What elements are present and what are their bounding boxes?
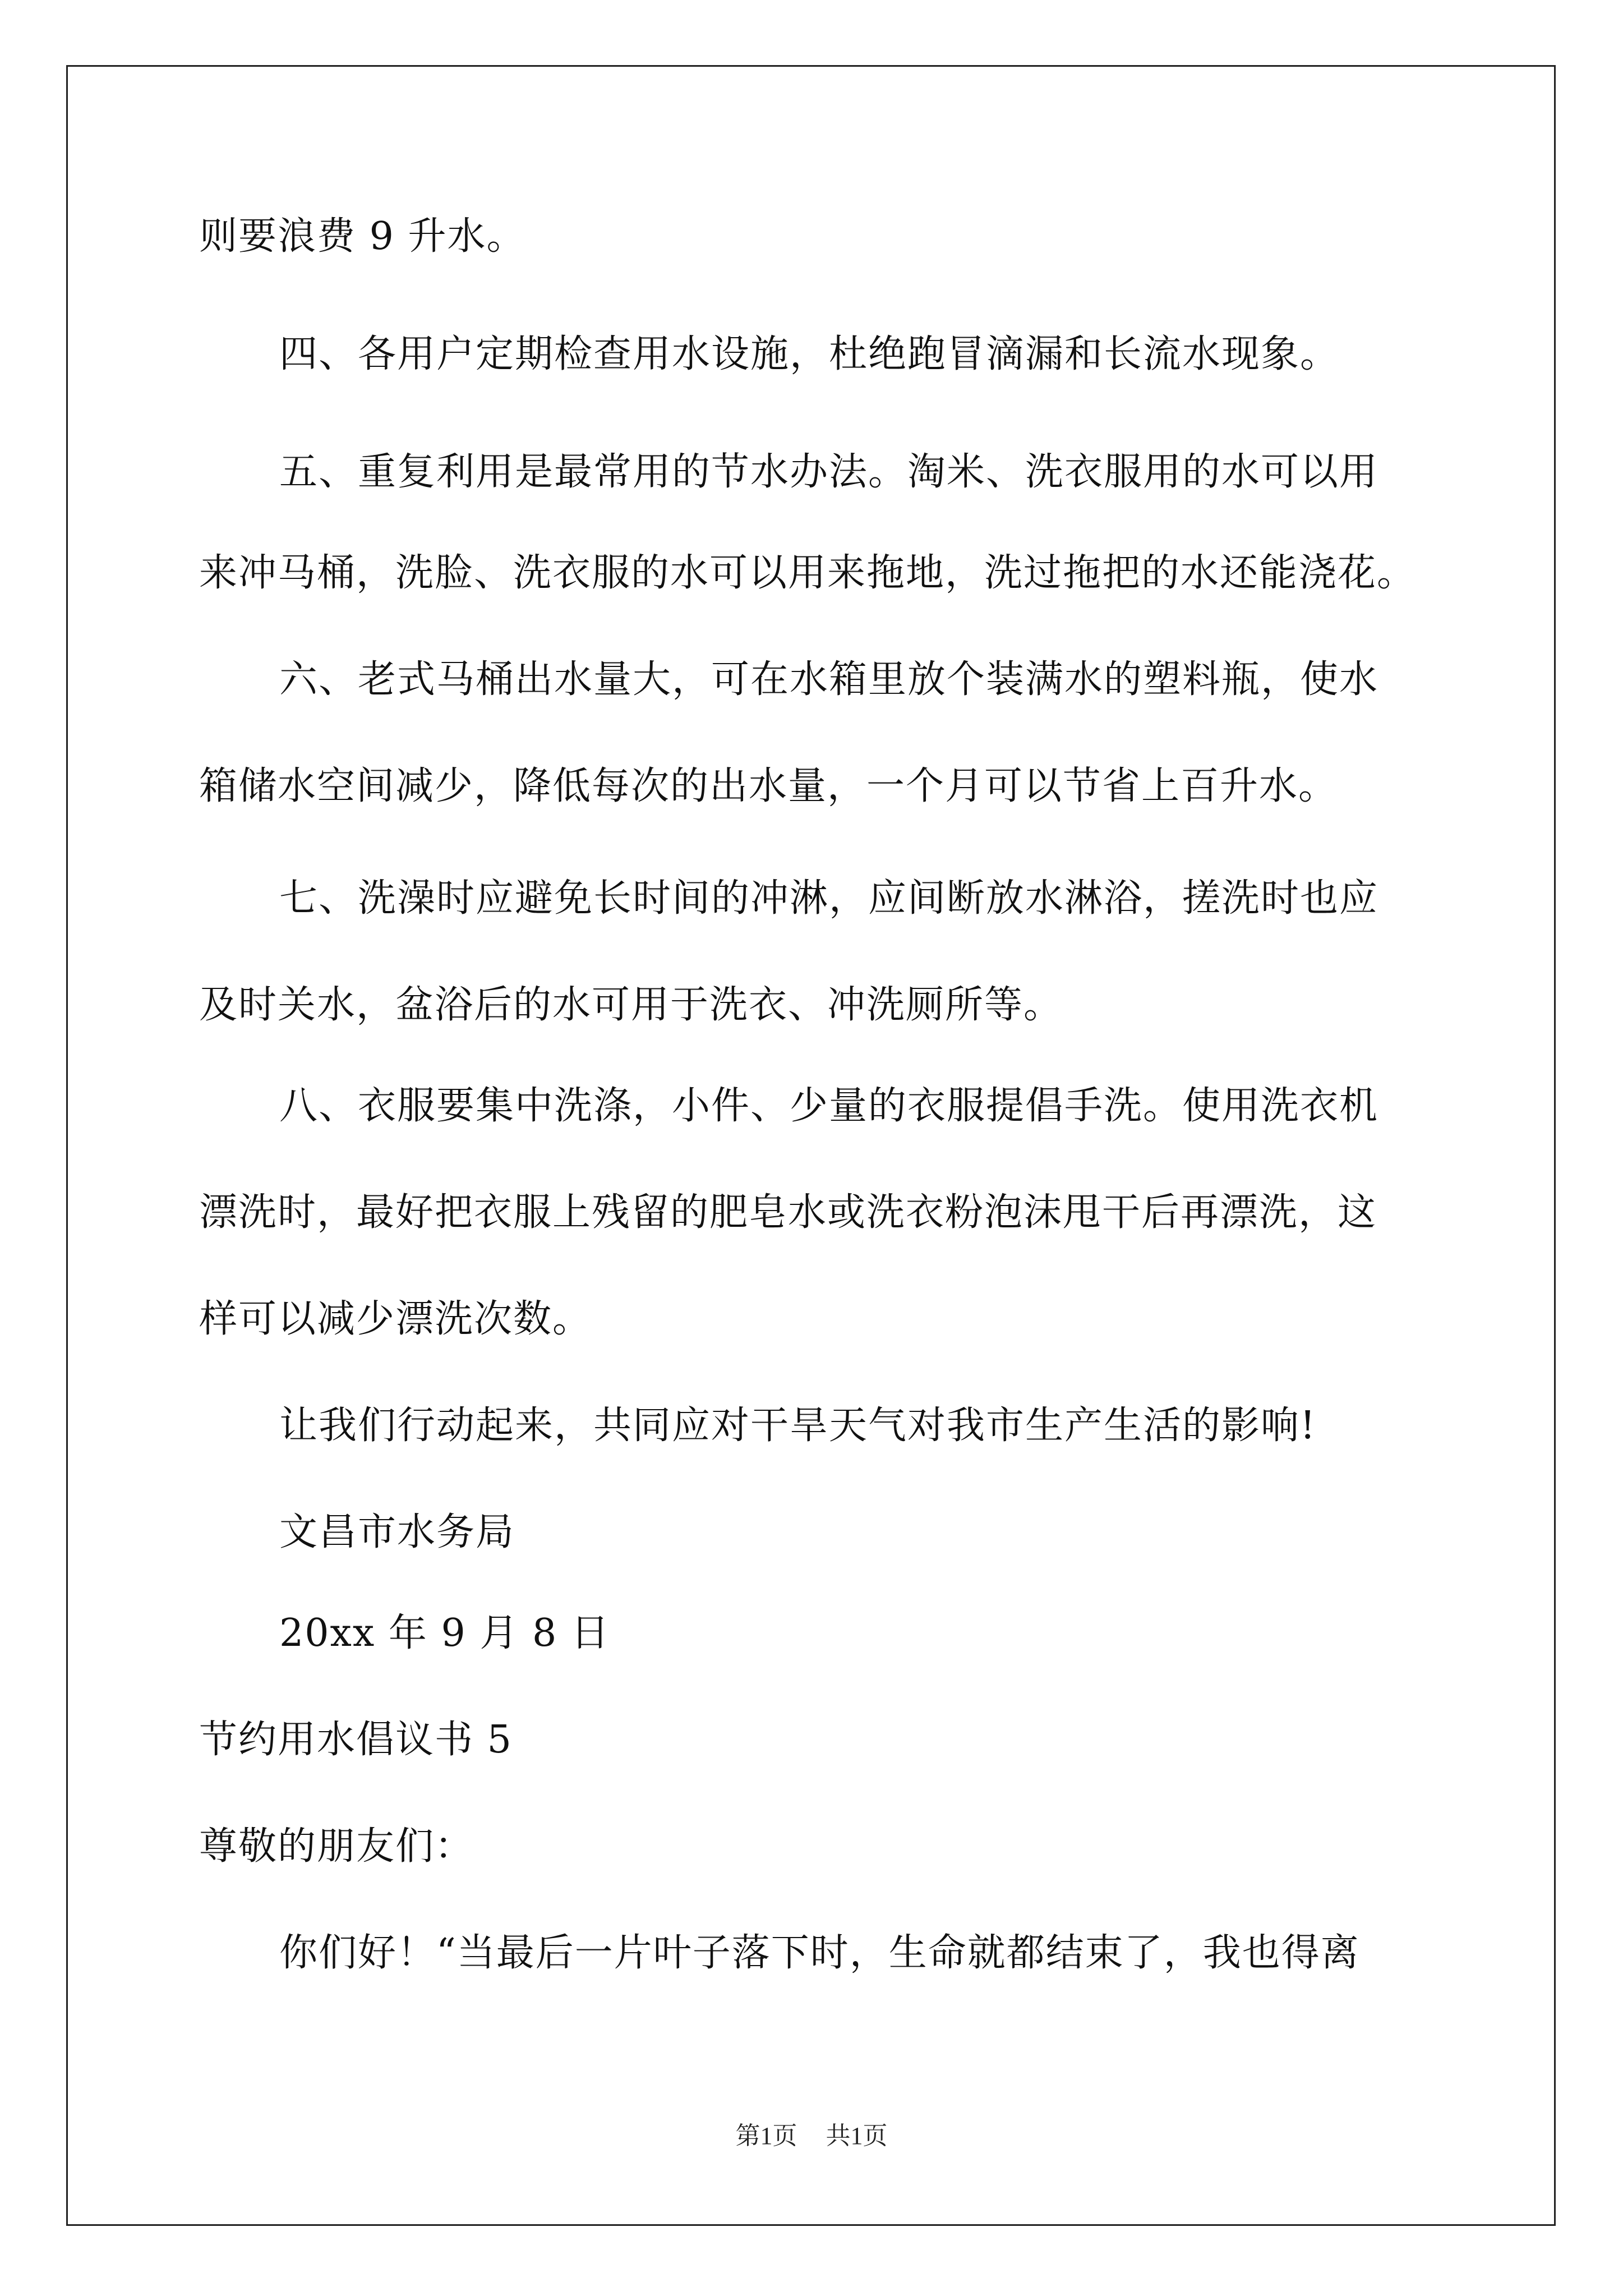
text-line: 来冲马桶，洗脸、洗衣服的水可以用来拖地，洗过拖把的水还能浇花。 bbox=[199, 551, 1417, 595]
signature-organization: 文昌市水务局 bbox=[279, 1510, 515, 1554]
salutation: 尊敬的朋友们： bbox=[199, 1824, 474, 1869]
text-line: 则要浪费 9 升水。 bbox=[199, 214, 526, 259]
text-line: 漂洗时，最好把衣服上残留的肥皂水或洗衣粉泡沫甩干后再漂洗，这 bbox=[199, 1190, 1377, 1235]
section-title: 节约用水倡议书 5 bbox=[199, 1718, 513, 1762]
text-line: 六、老式马桶出水量大，可在水箱里放个装满水的塑料瓶，使水 bbox=[279, 657, 1379, 702]
text-line: 你们好！“当最后一片叶子落下时，生命就都结束了，我也得离 bbox=[279, 1931, 1360, 1975]
text-line: 箱储水空间减少，降低每次的出水量，一个月可以节省上百升水。 bbox=[199, 764, 1338, 808]
page-border bbox=[66, 65, 1556, 2226]
text-line: 八、衣服要集中洗涤，小件、少量的衣服提倡手洗。使用洗衣机 bbox=[279, 1084, 1379, 1128]
signature-date: 20xx 年 9 月 8 日 bbox=[279, 1611, 610, 1655]
text-line: 七、洗澡时应避免长时间的冲淋，应间断放水淋浴，搓洗时也应 bbox=[279, 876, 1379, 921]
text-line: 让我们行动起来，共同应对干旱天气对我市生产生活的影响! bbox=[279, 1404, 1317, 1448]
text-line: 及时关水，盆浴后的水可用于洗衣、冲洗厕所等。 bbox=[199, 983, 1063, 1027]
text-line: 样可以减少漂洗次数。 bbox=[199, 1297, 592, 1341]
text-line: 四、各用户定期检查用水设施，杜绝跑冒滴漏和长流水现象。 bbox=[279, 332, 1340, 376]
page-number: 第1页 bbox=[735, 2122, 797, 2150]
page-footer bbox=[0, 2120, 1623, 2152]
page-total: 共1页 bbox=[826, 2122, 888, 2150]
text-line: 五、重复利用是最常用的节水办法。淘米、洗衣服用的水可以用 bbox=[279, 450, 1379, 494]
